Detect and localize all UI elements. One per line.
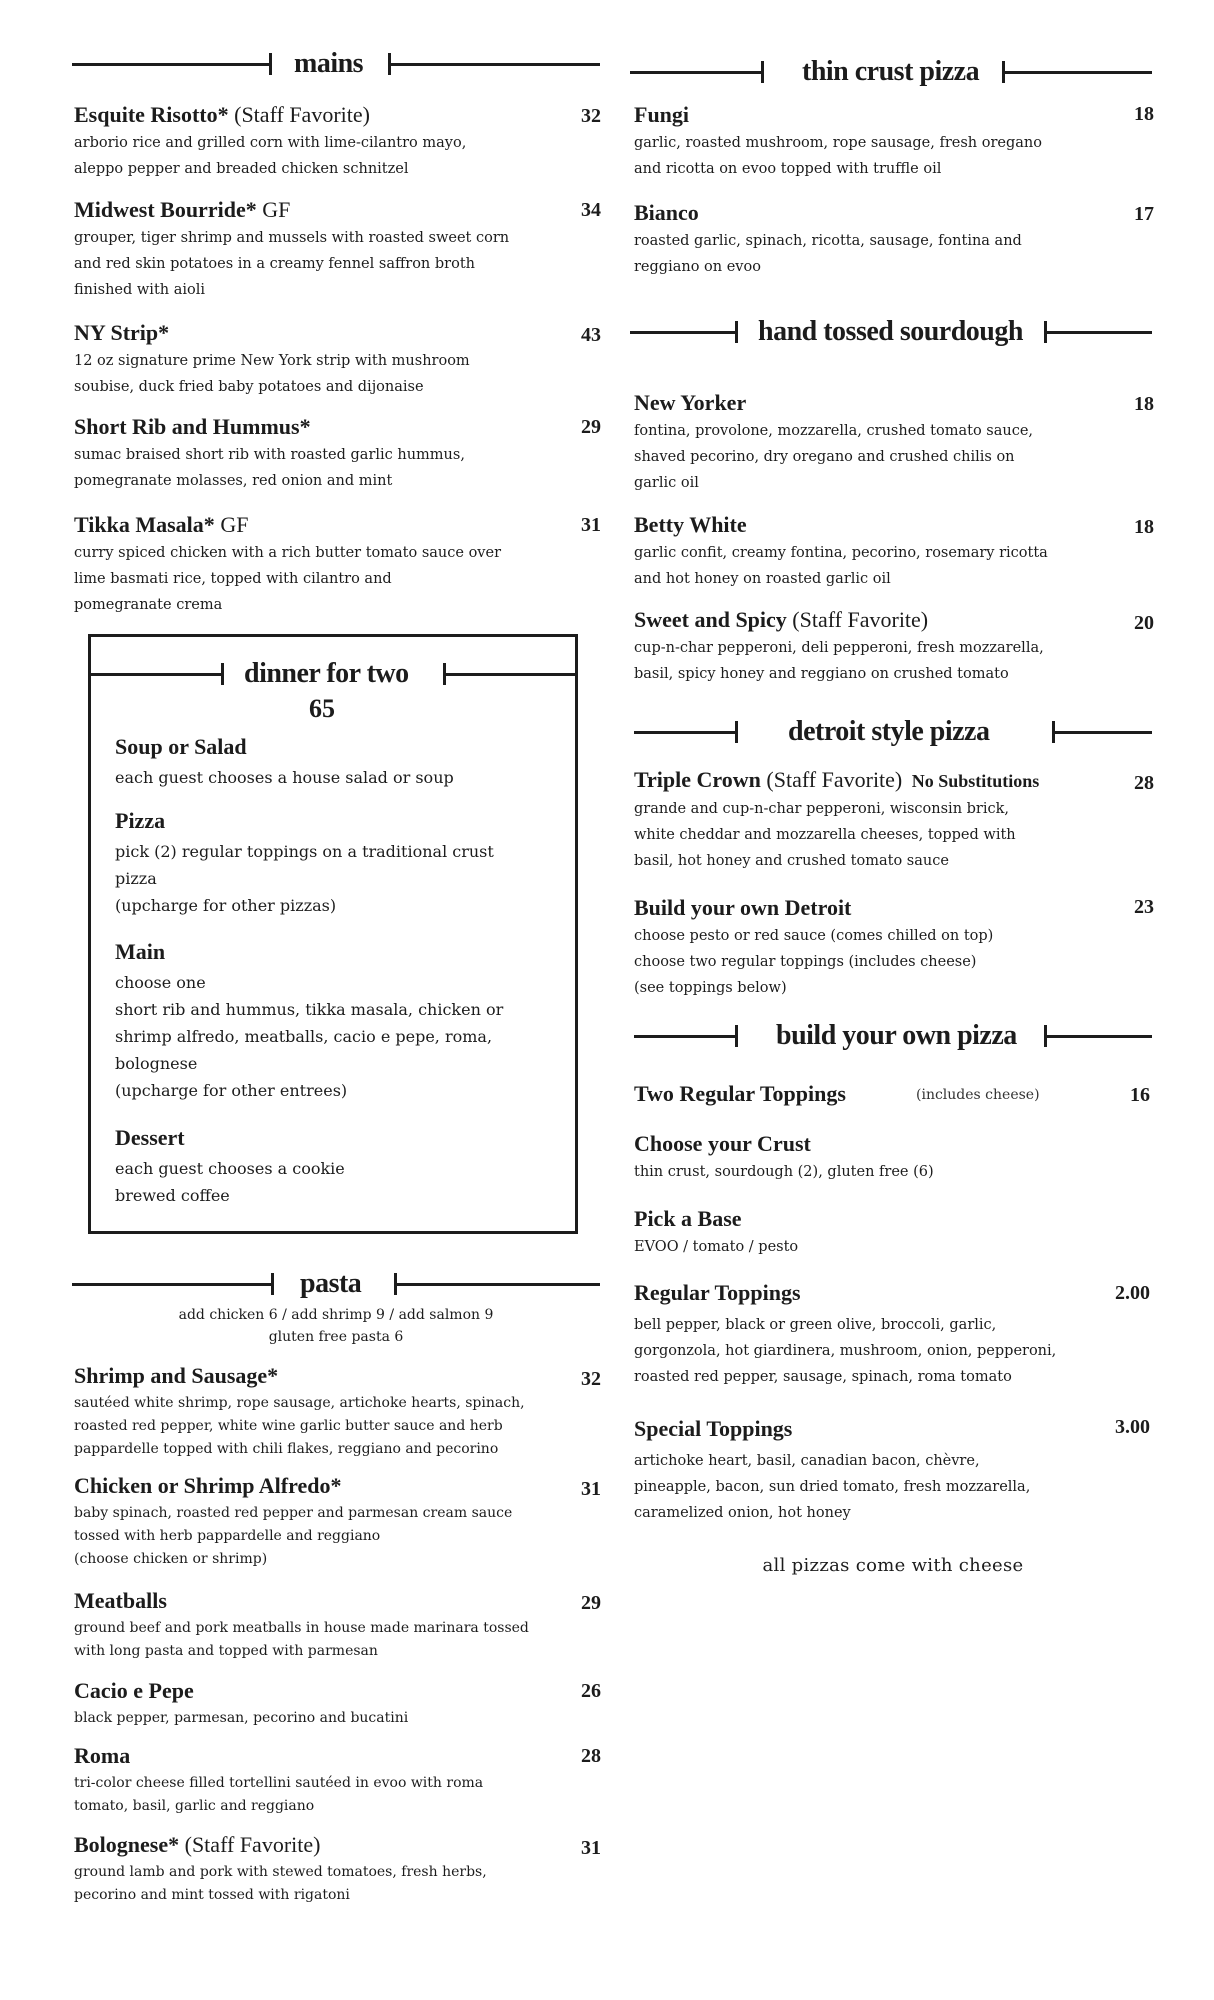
section-title: detroit style pizza xyxy=(788,716,990,747)
menu-item: Special Toppings artichoke heart, basil, canadian bacon, chèvre, pineapple, bacon, sun dried tomato, fresh mozzarella, caramelized onion, hot honey xyxy=(634,1416,1031,1521)
item-price: 43 xyxy=(581,324,601,346)
menu-item: New Yorker fontina, provolone, mozzarella, crushed tomato sauce, shaved pecorino, dry oregano and crushed chilis on garlic oil xyxy=(634,390,1034,491)
divider xyxy=(72,1283,274,1286)
course: Dessert each guest chooses a cookie brewed coffee xyxy=(115,1125,345,1205)
dinner-price: 65 xyxy=(309,694,335,723)
section-title: build your own pizza xyxy=(776,1020,1017,1051)
course: Main choose one short rib and hummus, tikka masala, chicken or shrimp alfredo, meatballs, cacio e pepe, roma, bolognese (upcharge for other entrees) xyxy=(115,939,504,1100)
menu-item: Cacio e Pepe black pepper, parmesan, pecorino and bucatini xyxy=(74,1678,409,1726)
menu-item: Pick a Base EVOO / tomato / pesto xyxy=(634,1206,799,1255)
item-price: 23 xyxy=(1134,896,1154,918)
section-header-pasta xyxy=(72,1262,600,1306)
menu-item: NY Strip* 12 oz signature prime New York strip with mushroom soubise, duck fried baby potatoes and dijonaise xyxy=(74,320,470,395)
menu-item: Fungi garlic, roasted mushroom, rope sausage, fresh oregano and ricotta on evoo topped with truffle oil xyxy=(634,102,1042,177)
section-title: dinner for two xyxy=(244,658,409,689)
divider xyxy=(630,331,738,334)
item-price: 28 xyxy=(581,1745,601,1767)
section-header-thin-crust xyxy=(630,50,1152,94)
pasta-addons: add chicken 6 / add shrimp 9 / add salmon 9 gluten free pasta 6 xyxy=(178,1307,494,1345)
item-price: 32 xyxy=(581,1368,601,1390)
menu-item: Meatballs ground beef and pork meatballs in house made marinara tossed with long pasta and topped with parmesan xyxy=(74,1588,529,1659)
item-price: 2.00 xyxy=(1115,1282,1150,1304)
item-price: 20 xyxy=(1134,612,1154,634)
section-header-byo xyxy=(634,1014,1152,1058)
menu-item: Regular Toppings bell pepper, black or green olive, broccoli, garlic, gorgonzola, hot giardinera, mushroom, onion, pepperoni, roasted red pepper, sausage, spinach, roma tomato xyxy=(634,1280,1057,1385)
menu-item: Short Rib and Hummus* sumac braised short rib with roasted garlic hummus, pomegranate molasses, red onion and mint xyxy=(74,414,465,489)
section-title: pasta xyxy=(300,1268,362,1299)
menu-item: Betty White garlic confit, creamy fontina, pecorino, rosemary ricotta and hot honey on roasted garlic oil xyxy=(634,512,1048,587)
item-price: 26 xyxy=(581,1680,601,1702)
divider xyxy=(388,63,600,66)
divider-cap xyxy=(735,721,738,743)
course: Pizza pick (2) regular toppings on a traditional crust pizza (upcharge for other pizzas) xyxy=(115,808,494,915)
divider xyxy=(1052,731,1152,734)
menu-item: Esquite Risotto* (Staff Favorite) arborio rice and grilled corn with lime-cilantro mayo, aleppo pepper and breaded chicken schnitzel xyxy=(74,102,467,177)
divider xyxy=(1044,1035,1152,1038)
section-header-mains xyxy=(72,42,600,86)
item-price: 31 xyxy=(581,514,601,536)
divider-cap xyxy=(735,321,738,343)
item-price: 32 xyxy=(581,105,601,127)
item-price: 18 xyxy=(1134,516,1154,538)
pizza-footer-note: all pizzas come with cheese xyxy=(762,1555,1024,1576)
section-header-dinner xyxy=(91,652,575,696)
divider-cap xyxy=(761,61,764,83)
item-price: 18 xyxy=(1134,393,1154,415)
divider xyxy=(72,63,272,66)
dinner-for-two-box xyxy=(88,634,578,1234)
menu-item: Bolognese* (Staff Favorite) ground lamb and pork with stewed tomatoes, fresh herbs, pecorino and mint tossed with rigatoni xyxy=(74,1832,487,1903)
item-price: 31 xyxy=(581,1837,601,1859)
menu-item: Chicken or Shrimp Alfredo* baby spinach, roasted red pepper and parmesan cream sauce tossed with herb pappardelle and reggiano (choose chicken or shrimp) xyxy=(74,1473,513,1567)
menu-item: Tikka Masala* GF curry spiced chicken with a rich butter tomato sauce over lime basmati rice, topped with cilantro and pomegranate crema xyxy=(74,512,502,613)
menu-item: Build your own Detroit choose pesto or red sauce (comes chilled on top) choose two regular toppings (includes cheese) (see toppings below) xyxy=(634,895,994,996)
menu-item: Midwest Bourride* GF grouper, tiger shrimp and mussels with roasted sweet corn and red skin potatoes in a creamy fennel saffron broth finished with aioli xyxy=(74,197,510,298)
menu-item: Sweet and Spicy (Staff Favorite) cup-n-char pepperoni, deli pepperoni, fresh mozzarella, basil, spicy honey and reggiano on crushed tomato xyxy=(634,607,1044,682)
divider xyxy=(394,1283,600,1286)
item-price: 28 xyxy=(1134,772,1154,794)
item-price: 34 xyxy=(581,199,601,221)
menu-item: Roma tri-color cheese filled tortellini sautéed in evoo with roma tomato, basil, garlic and reggiano xyxy=(74,1743,484,1814)
divider xyxy=(1044,331,1152,334)
divider-cap xyxy=(271,1273,274,1295)
no-substitutions-note: No Substitutions xyxy=(911,771,1040,791)
menu-item: Choose your Crust thin crust, sourdough (2), gluten free (6) xyxy=(634,1131,934,1180)
divider xyxy=(630,71,764,74)
divider xyxy=(443,673,575,676)
divider xyxy=(91,673,223,676)
menu-item: Bianco roasted garlic, spinach, ricotta, sausage, fontina and reggiano on evoo xyxy=(634,200,1022,275)
divider-cap xyxy=(269,53,272,75)
item-price: 17 xyxy=(1134,203,1154,225)
item-price: 3.00 xyxy=(1115,1416,1150,1438)
section-header-detroit xyxy=(634,710,1152,754)
section-title: thin crust pizza xyxy=(802,56,980,87)
item-price: 31 xyxy=(581,1478,601,1500)
divider-cap xyxy=(735,1025,738,1047)
divider xyxy=(634,1035,738,1038)
menu-item: Two Regular Toppings xyxy=(634,1081,846,1106)
item-price: 29 xyxy=(581,1592,601,1614)
menu-item: Triple Crown (Staff Favorite) No Substitutions grande and cup-n-char pepperoni, wisconsin brick, white cheddar and mozzarella cheeses, topped with basil, hot honey and crushed tomato sauce xyxy=(634,767,1040,869)
divider xyxy=(1002,71,1152,74)
item-price: 16 xyxy=(1130,1084,1150,1106)
item-price: 18 xyxy=(1134,103,1154,125)
section-title: mains xyxy=(294,48,364,79)
divider-cap xyxy=(221,663,224,685)
menu-item: Shrimp and Sausage* sautéed white shrimp, rope sausage, artichoke hearts, spinach, roasted red pepper, white wine garlic butter sauce and herb pappardelle topped with chili flakes, reggiano and pecorino xyxy=(74,1363,525,1457)
divider xyxy=(634,731,738,734)
section-title: hand tossed sourdough xyxy=(758,316,1023,347)
includes-cheese-note: (includes cheese) xyxy=(916,1087,1040,1103)
item-price: 29 xyxy=(581,416,601,438)
section-header-hand-tossed xyxy=(630,310,1152,354)
course: Soup or Salad each guest chooses a house salad or soup xyxy=(115,734,454,787)
